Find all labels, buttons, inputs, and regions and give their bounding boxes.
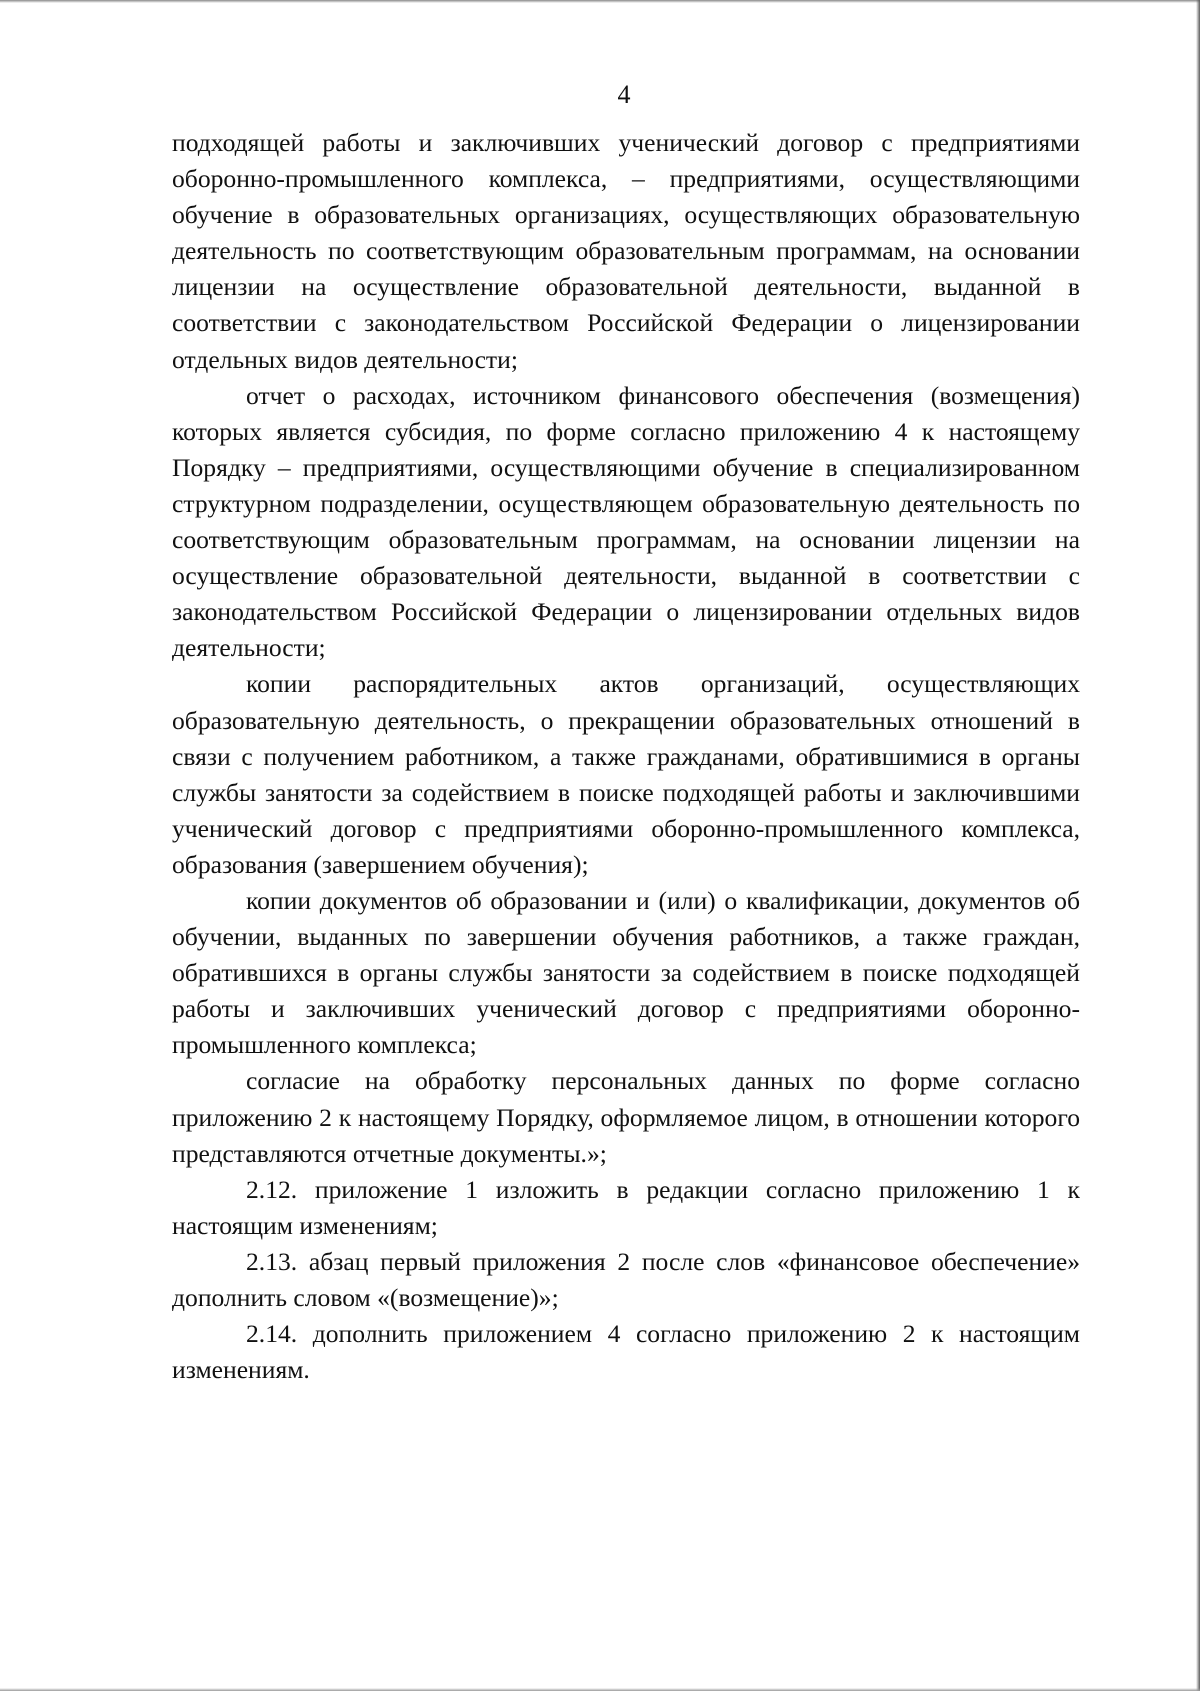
paragraph-8: 2.14. дополнить приложением 4 согласно приложению 2 к настоящим изменениям.	[172, 1319, 1080, 1385]
document-body	[172, 125, 1080, 1388]
paragraph-7: 2.13. абзац первый приложения 2 после слов «финансовое обеспечение» дополнить словом «(возмещение)»;	[172, 1246, 1080, 1312]
scan-edge-right	[1196, 0, 1200, 1691]
paragraph-3: копии распорядительных актов организаций, осуществляющих образовательную деятельность, о прекращении образовательных отношений в связи с получением работником, а также гражданами, обратившимися в органы службы занятости за содействием в поиске подходящей работы и заключившими ученический договор с предприятиями оборонно-промышленного комплекса, образования (завершением обучения);	[172, 669, 1080, 879]
paragraph-6: 2.12. приложение 1 изложить в редакции согласно приложению 1 к настоящим изменениям;	[172, 1174, 1080, 1240]
scan-edge-top	[0, 0, 1200, 3]
paragraph-2: отчет о расходах, источником финансового обеспечения (возмещения) которых является субсидия, по форме согласно приложению 4 к настоящему Порядку – предприятиями, осуществляющими обучение в специализированном структурном подразделении, осуществляющем образовательную деятельность по соответствующим образовательным программам, на основании лицензии на осуществление образовательной деятельности, выданной в соответствии с законодательством Российской Федерации о лицензировании отдельных видов деятельности;	[172, 380, 1080, 663]
paragraph-1: подходящей работы и заключивших ученический договор с предприятиями оборонно-промышленного комплекса, – предприятиями, осуществляющими обучение в образовательных организациях, осуществляющих образовательную деятельность по соответствующим образовательным программам, на основании лицензии на осуществление образовательной деятельности, выданной в соответствии с законодательством Российской Федерации о лицензировании отдельных видов деятельности;	[172, 128, 1080, 374]
paragraph-4: копии документов об образовании и (или) о квалификации, документов об обучении, выданных по завершении обучения работников, а также граждан, обратившихся в органы службы занятости за содействием в поиске подходящей работы и заключивших ученический договор с предприятиями оборонно-промышленного комплекса;	[172, 885, 1080, 1060]
page-number: 4	[617, 80, 631, 109]
paragraph-5: согласие на обработку персональных данных по форме согласно приложению 2 к настоящему Порядку, оформляемое лицом, в отношении которого представляются отчетные документы.»;	[172, 1066, 1080, 1168]
